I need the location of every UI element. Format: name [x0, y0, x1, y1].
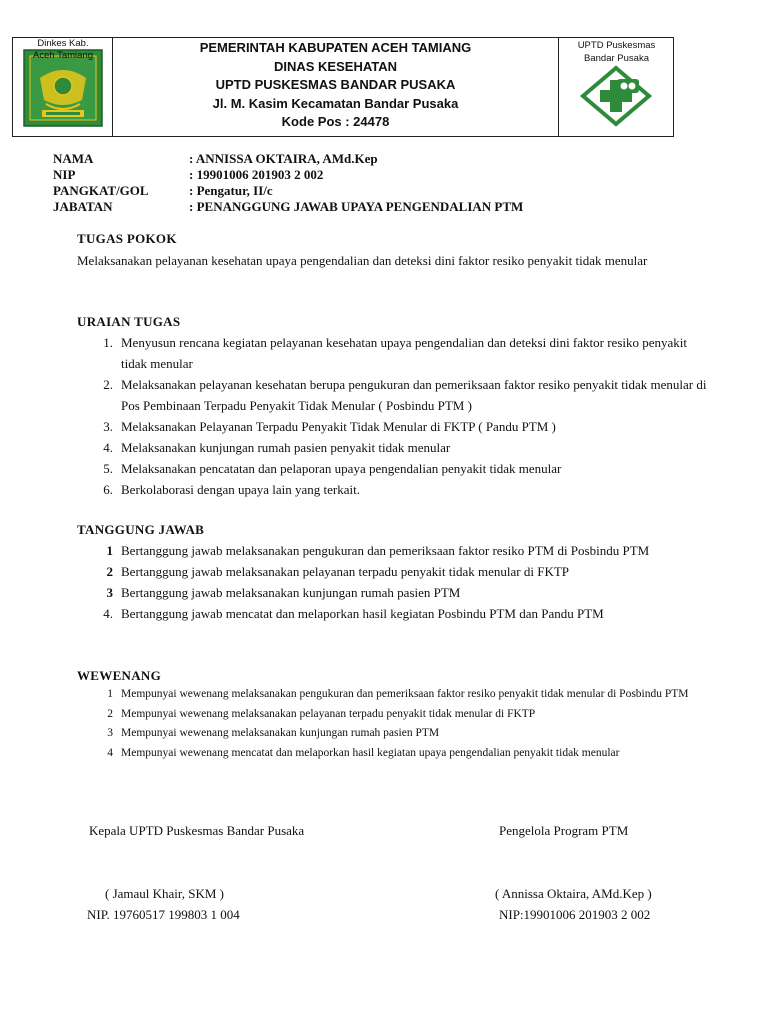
logo-left-label-line: Aceh Tamiang: [32, 50, 94, 61]
signature-right-title: Pengelola Program PTM: [499, 823, 629, 838]
list-text: Mempunyai wewenang melaksanakan kunjungan rumah pasien PTM: [121, 727, 440, 739]
identity-value: : Pengatur, II/c: [189, 183, 273, 198]
list-item: [77, 582, 707, 603]
list-text: Mempunyai wewenang melaksanakan pengukuran dan pemeriksaan faktor resiko penyakit tidak menular di Posbindu PTM: [121, 688, 689, 700]
list-number: 3: [106, 585, 113, 600]
identity-value: : 19901006 201903 2 002: [189, 167, 324, 182]
list-item: [77, 458, 707, 479]
header-line-government: PEMERINTAH KABUPATEN ACEH TAMIANG: [199, 40, 472, 55]
letterhead-title-block: [113, 38, 558, 136]
list-item: [77, 561, 707, 582]
logo-right-label-line: Bandar Pusaka: [584, 53, 649, 64]
list-number: 1: [106, 543, 113, 558]
letterhead-right-cell: [558, 38, 673, 136]
list-number: 5.: [103, 461, 113, 476]
header-line-agency: DINAS KESEHATAN: [273, 58, 398, 74]
section-heading-uraian-tugas: URAIAN TUGAS: [77, 314, 181, 329]
header-line-address: Jl. M. Kasim Kecamatan Bandar Pusaka: [212, 95, 459, 111]
identity-key: NAMA: [53, 151, 94, 166]
list-item: [77, 416, 707, 437]
list-text: Bertanggung jawab melaksanakan pelayanan terpadu penyakit tidak menular di FKTP: [121, 564, 569, 579]
list-text: Bertanggung jawab melaksanakan kunjungan rumah pasien PTM: [121, 585, 461, 600]
list-item: [77, 685, 707, 705]
list-number: 3: [107, 727, 113, 739]
section-heading-wewenang: WEWENANG: [77, 668, 162, 683]
list-item: [77, 705, 707, 725]
identity-key: JABATAN: [53, 199, 113, 214]
list-number: 4: [107, 746, 113, 759]
identity-key: PANGKAT/GOL: [53, 183, 149, 198]
list-number: 4.: [103, 606, 113, 621]
list-text: Berkolaborasi dengan upaya lain yang terkait.: [121, 482, 360, 497]
list-text: Mempunyai wewenang melaksanakan pelayanan terpadu penyakit tidak menular di FKTP: [121, 707, 536, 720]
list-number: 1.: [103, 335, 113, 350]
list-number: 1: [107, 688, 113, 700]
list-text: Bertanggung jawab mencatat dan melaporkan hasil kegiatan Posbindu PTM dan Pandu PTM: [121, 606, 604, 621]
section-heading-tanggung-jawab: TANGGUNG JAWAB: [77, 522, 205, 537]
signature-right-name: ( Annissa Oktaira, AMd.Kep ): [495, 886, 652, 901]
section-heading-tugas-pokok: TUGAS POKOK: [77, 231, 177, 246]
uraian-tugas-list: [77, 332, 707, 500]
signature-right-nip: NIP:19901006 201903 2 002: [499, 907, 651, 922]
list-item: [77, 479, 707, 500]
list-text: Melaksanakan pencatatan dan pelaporan upaya pengendalian penyakit tidak menular: [121, 461, 562, 476]
list-item: [77, 437, 707, 458]
list-text: Menyusun rencana kegiatan pelayanan kesehatan upaya pengendalian dan deteksi dini faktor resiko penyakit tidak menular: [121, 335, 688, 371]
list-number: 2: [106, 564, 113, 579]
list-text: Mempunyai wewenang mencatat dan melaporkan hasil kegiatan upaya pengendalian penyakit tidak menular: [121, 746, 620, 759]
tugas-pokok-text: Melaksanakan pelayanan kesehatan upaya pengendalian dan deteksi dini faktor resiko penyakit tidak menular: [77, 253, 648, 268]
list-item: [77, 744, 707, 764]
header-line-postcode: Kode Pos : 24478: [281, 114, 390, 129]
list-text: Melaksanakan kunjungan rumah pasien penyakit tidak menular: [121, 440, 451, 455]
letterhead: [12, 37, 674, 137]
list-text: Melaksanakan pelayanan kesehatan berupa pengukuran dan pemeriksaan faktor resiko penyakit tidak menular di Pos Pembinaan Terpadu Penyakit Tidak Menular ( Posbindu PTM ): [121, 377, 707, 413]
identity-value: : ANNISSA OKTAIRA, AMd.Kep: [189, 151, 378, 166]
list-item: [77, 724, 707, 744]
list-number: 2: [107, 707, 113, 720]
signature-left-title: Kepala UPTD Puskesmas Bandar Pusaka: [89, 823, 305, 838]
logo-left-label-line: Dinkes Kab.: [37, 38, 89, 49]
letterhead-left-cell: [13, 38, 113, 136]
signature-left-name: ( Jamaul Khair, SKM ): [105, 886, 224, 901]
list-number: 2.: [103, 377, 113, 392]
wewenang-list: [77, 685, 707, 763]
list-text: Melaksanakan Pelayanan Terpadu Penyakit Tidak Menular di FKTP ( Pandu PTM ): [121, 419, 556, 434]
list-number: 3.: [103, 419, 113, 434]
list-item: [77, 603, 707, 624]
list-number: 6.: [103, 482, 113, 497]
list-text: Bertanggung jawab melaksanakan pengukuran dan pemeriksaan faktor resiko PTM di Posbindu PTM: [121, 543, 650, 558]
logo-left-label: [17, 38, 109, 62]
list-number: 4.: [103, 440, 113, 455]
logo-right-label-line: UPTD Puskesmas: [577, 40, 656, 51]
list-item: [77, 374, 707, 416]
tanggung-jawab-list: [77, 540, 707, 624]
signature-left-nip: NIP. 19760517 199803 1 004: [87, 907, 240, 922]
header-line-unit: UPTD PUSKESMAS BANDAR PUSAKA: [215, 77, 456, 92]
identity-value: : PENANGGUNG JAWAB UPAYA PENGENDALIAN PTM: [189, 199, 524, 214]
logo-right-label: [559, 39, 674, 65]
puskesmas-logo-icon: [579, 65, 653, 127]
identity-key: NIP: [53, 167, 76, 182]
list-item: [77, 540, 707, 561]
list-item: [77, 332, 707, 374]
